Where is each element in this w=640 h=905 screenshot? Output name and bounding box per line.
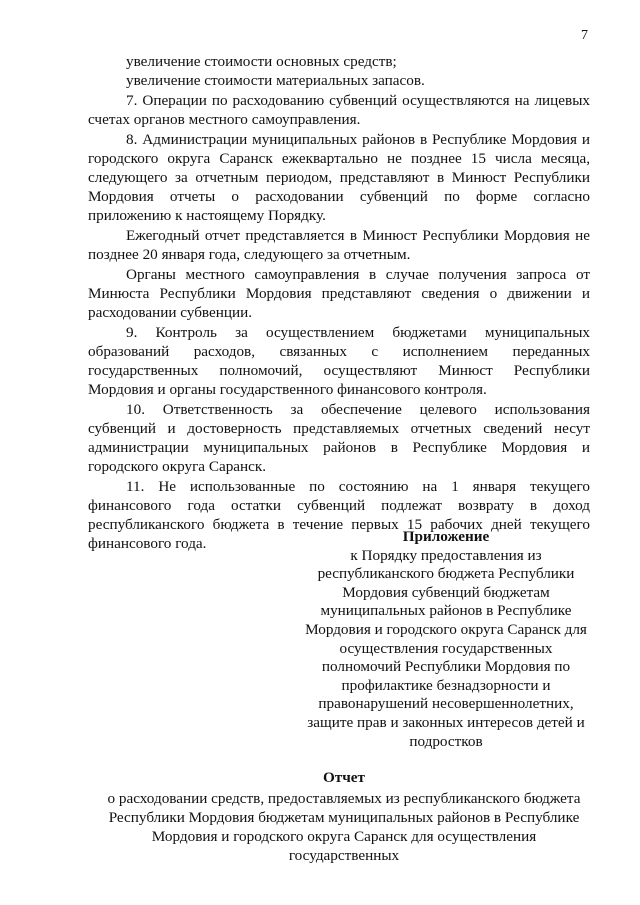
appendix-block — [300, 528, 592, 751]
paragraph: 8. Администрации муниципальных районов в Республике Мордовия и городского округа Саранск ежеквартально не позднее 15 числа месяца, следующего за отчетным периодом, представляют в Минюст Республики Мордовия отчеты о расходовании субвенций по форме согласно приложению к настоящему Порядку. — [88, 131, 590, 224]
paragraph: увеличение стоимости материальных запасов. — [126, 72, 425, 89]
report-subtitle: о расходовании средств, предоставляемых из республиканского бюджета Республики Мордовия бюджетам муниципальных районов в Республике Мордовия и городского округа Саранск для осуществления государственных — [107, 790, 581, 864]
paragraph: Органы местного самоуправления в случае получения запроса от Минюста Республики Мордовия представляют сведения о движении и расходовании субвенции. — [88, 266, 590, 321]
paragraph: 7. Операции по расходованию субвенций осуществляются на лицевых счетах органов местного самоуправления. — [88, 92, 590, 128]
report-heading: Отчет — [322, 769, 366, 786]
paragraph: 10. Ответственность за обеспечение целевого использования субвенций и достоверность представляемых отчетных сведений несут администрации муниципальных районов в Республике Мордовия и городского округа Саранск. — [88, 401, 590, 475]
report-block — [96, 768, 592, 865]
paragraph: 9. Контроль за осуществлением бюджетами муниципальных образований расходов, связанных с исполнением переданных государственных полномочий, осуществляют Минюст Республики Мордовия и органы государственного финансового контроля. — [88, 324, 590, 398]
paragraph: увеличение стоимости основных средств; — [126, 53, 397, 70]
body-text — [88, 52, 590, 553]
paragraph: 11. Не использованные по состоянию на 1 января текущего финансового года остатки субвенций подлежат возврату в доход республиканского бюджета в течение первых 15 рабочих дней текущего финансового года. — [88, 478, 590, 552]
appendix-heading: Приложение — [402, 528, 490, 545]
paragraph: Ежегодный отчет представляется в Минюст Республики Мордовия не позднее 20 января года, следующего за отчетным. — [88, 227, 590, 263]
appendix-text: к Порядку предоставления из республиканского бюджета Республики Мордовия субвенций бюджетам муниципальных районов в Республике Мордовия и городского округа Саранск для осуществления государственных полномочий Республики Мордовия по профилактике безнадзорности и правонарушений несовершеннолетних, защите прав и законных интересов детей и подростков — [305, 546, 587, 750]
page-number: 7 — [581, 28, 588, 43]
